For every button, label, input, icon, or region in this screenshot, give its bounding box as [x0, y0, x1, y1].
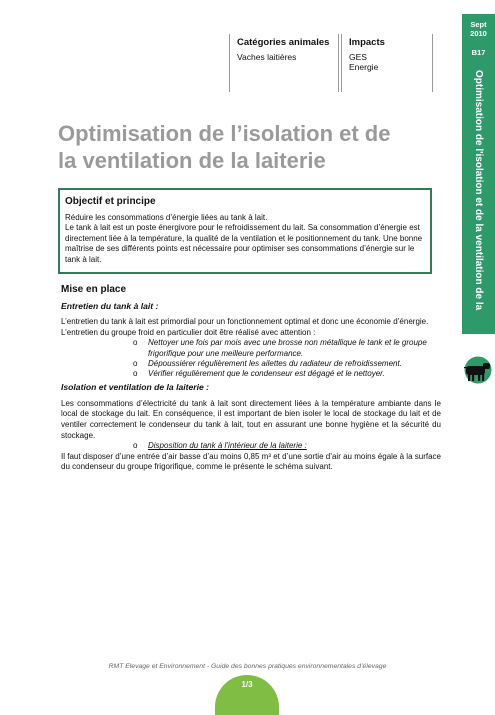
- isolation-paragraph: Les consommations d’électricité du tank à lait sont directement liées à la température ambiante dans le local de stockage du lait. En conséquence, il est important de bien isoler le local de stockage du lait et de ventiler correctement le condenseur du tank à lait, tout en assurant une bonne hygiène et la sécurité du stockage.: [61, 398, 441, 440]
- sidebar-date: [462, 20, 495, 38]
- sidebar-vertical-title: Optimisation de l'isolation et de la ventilation de la laiterie: [445, 70, 484, 311]
- sidebar-year: 2010: [470, 29, 487, 38]
- mise-en-place-heading: Mise en place: [61, 284, 127, 295]
- mise-en-place-section: [61, 284, 441, 473]
- categories-value: Vaches laitières: [237, 52, 297, 62]
- categories-title: Catégories animales: [237, 37, 330, 48]
- footer-text: RMT Elevage et Environnement - Guide des bonnes pratiques environnementales d’élevage: [108, 663, 387, 670]
- objective-heading: Objectif et principe: [65, 196, 156, 207]
- bullet-text: Disposition du tank à l’intérieur de la laiterie :: [148, 441, 307, 451]
- header-categories: [229, 34, 339, 92]
- objective-box: [58, 188, 432, 274]
- page-number: 1/3: [241, 680, 253, 689]
- impacts-value-energie: Energie: [349, 62, 379, 72]
- objective-paragraph-1: Réduire les consommations d’énergie liées au tank à lait.: [65, 213, 268, 222]
- impacts-value-ges: GES: [349, 52, 367, 62]
- bullet-marker: o: [133, 369, 138, 379]
- entretien-subheading: Entretien du tank à lait :: [61, 301, 159, 311]
- bullet-item: [61, 338, 441, 359]
- sidebar-band: [445, 14, 495, 334]
- sidebar-code: B17: [471, 48, 486, 57]
- bullet-marker: o: [133, 359, 138, 368]
- cow-icon: [463, 356, 493, 384]
- bullet-marker: o: [133, 338, 138, 348]
- entretien-paragraph-2: L’entretien du groupe froid en particulier doit être réalisé avec attention :: [61, 327, 316, 337]
- isolation-subheading: Isolation et ventilation de la laiterie :: [61, 381, 210, 392]
- objective-paragraph-2: Le tank à lait est un poste énergivore pour le refroidissement du lait. Sa consommation d’énergie est directement liée à la température, la qualité de la ventilation et le positionnement du tank. Une bonne maîtrise de ses différents points est nécessaire pour optimiser ses consommations d’énergie sur le tank à lait.: [65, 223, 423, 264]
- sidebar-month: Sept: [470, 20, 487, 29]
- page-title-line1: Optimisation de l’isolation et de: [58, 121, 391, 146]
- page-title-line2: la ventilation de la laiterie: [58, 148, 326, 173]
- bullet-item: [61, 369, 441, 379]
- bullet-marker: o: [133, 441, 138, 451]
- bullet-text: Dépoussiérer régulièrement les ailettes du radiateur de refroidissement.: [148, 359, 402, 368]
- bullet-item: [61, 441, 441, 451]
- entretien-paragraph-1: L’entretien du tank à lait est primordial pour un fonctionnement optimal et donc une économie d’énergie.: [61, 317, 429, 326]
- page-title: [58, 120, 448, 174]
- bullet-item: [61, 359, 441, 369]
- impacts-title: Impacts: [349, 37, 385, 48]
- bullet-text: Nettoyer une fois par mois avec une brosse non métallique le tank et le groupe frigorifique pour une meilleure performance.: [148, 338, 427, 358]
- disposition-paragraph: Il faut disposer d’une entrée d’air basse d’au moins 0,85 m³ et d’une sortie d’air au moins égale à la surface du condenseur du groupe frigorifique, comme le présente le schéma suivant.: [61, 451, 441, 472]
- bullet-text: Vérifier régulièrement que le condenseur est dégagé et le nettoyer.: [148, 369, 385, 379]
- header-impacts: [341, 34, 433, 92]
